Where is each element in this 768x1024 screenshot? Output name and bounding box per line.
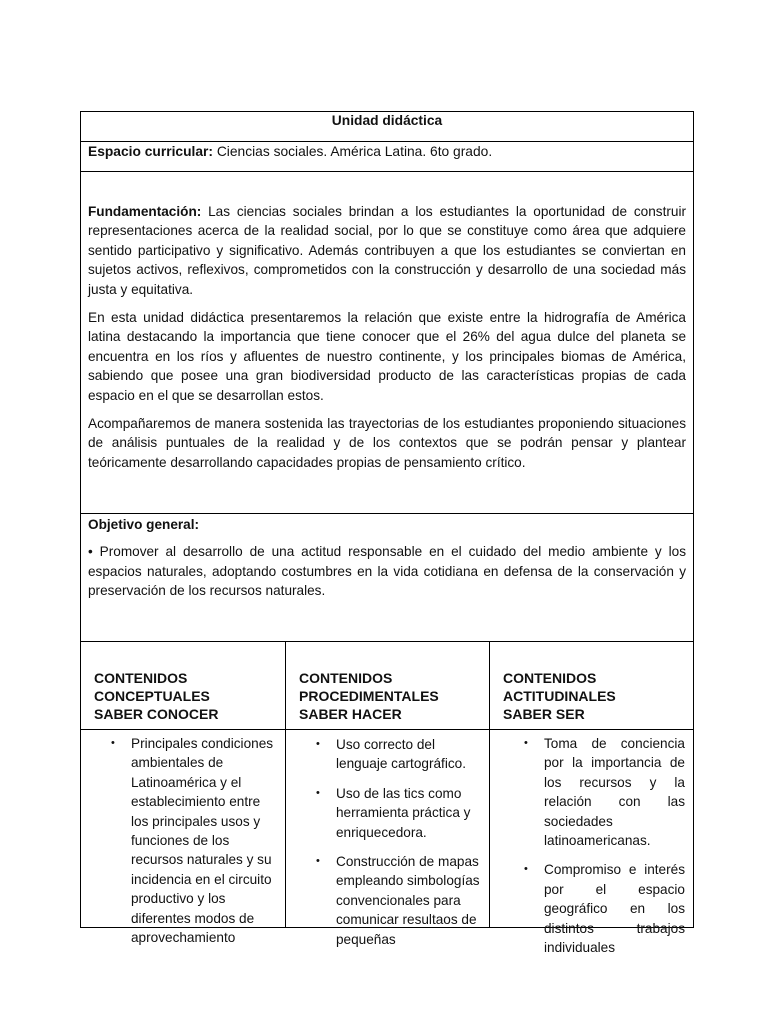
column-header — [81, 642, 285, 730]
header-line-2: PROCEDIMENTALES — [299, 688, 439, 704]
list-item — [111, 734, 277, 947]
curricular-value: Ciencias sociales. América Latina. 6to grado. — [213, 144, 493, 159]
list-item-text: Uso de las tics como herramienta práctica y enriquecedora. — [336, 785, 471, 840]
bullet-icon: • — [316, 786, 320, 799]
objetivo-label: Objetivo general: — [88, 517, 200, 532]
list-item — [524, 734, 685, 850]
fundamentacion-paragraph-3: Acompañaremos de manera sostenida las trayectorias de los estudiantes proponiendo situaciones de análisis puntuales de la realidad y de los contextos que se podrán pensar y plantear teóricamente desarrollando capacidades propias de pensamiento crítico. — [88, 416, 686, 470]
list-item-text: Uso correcto del lenguaje cartográfico. — [336, 737, 466, 772]
document-title: Unidad didáctica — [81, 112, 693, 142]
header-line-3: SABER HACER — [299, 706, 402, 722]
conceptuales-list — [81, 730, 285, 947]
procedimentales-list — [286, 730, 489, 949]
bullet-icon: • — [111, 737, 115, 749]
header-line-1: CONTENIDOS — [503, 670, 597, 686]
curricular-label: Espacio curricular: — [88, 144, 213, 159]
fundamentacion-paragraph-1 — [88, 202, 686, 299]
contenidos-columns — [81, 642, 693, 956]
header-line-3: SABER CONOCER — [94, 706, 219, 722]
column-conceptuales — [81, 642, 285, 946]
actitudinales-list — [490, 730, 693, 957]
unidad-didactica-table — [80, 111, 694, 956]
list-item-text: Construcción de mapas empleando simbologías convencionales para comunicar resultaos de pequeñas — [336, 854, 480, 947]
curricular-row — [81, 142, 693, 172]
bullet-icon: • — [316, 855, 320, 868]
objetivo-heading — [88, 515, 686, 534]
column-header — [490, 642, 693, 730]
bullet-icon: • — [524, 863, 528, 876]
list-item-text: Compromiso e interés por el espacio geográfico en los distintos trabajos individuales — [544, 862, 685, 956]
header-line-3: SABER SER — [503, 706, 585, 722]
list-item-text: Toma de conciencia por la importancia de los recursos y la relación con las sociedades latinoamericanas. — [544, 736, 685, 849]
header-line-1: CONTENIDOS — [94, 670, 188, 686]
objetivo-text: • Promover al desarrollo de una actitud responsable en el cuidado del medio ambiente y los espacios naturales, adoptando costumbres en la vida cotidiana en defensa de la conservación y preservación de los recursos naturales. — [88, 544, 686, 599]
objetivo-section — [81, 514, 693, 642]
header-line-2: ACTITUDINALES — [503, 688, 616, 704]
fundamentacion-label: Fundamentación: — [88, 204, 202, 219]
column-procedimentales — [285, 642, 489, 947]
fundamentacion-text-1: Las ciencias sociales brindan a los estudiantes la oportunidad de construir representaciones acerca de la realidad social, por lo que se constituye como área que adquiere sentido participativo y significativo. Además contribuyen a que los estudiantes se conviertan en sujetos activos, reflexivos, comprometidos con la construcción y desarrollo de una sociedad más justa y equitativa. — [88, 204, 686, 297]
bullet-icon: • — [316, 738, 320, 750]
list-item — [316, 784, 483, 842]
list-item-text: Principales condiciones ambientales de Latinoamérica y el establecimiento entre los principales usos y funciones de los recursos naturales y su incidencia en el circuito productivo y los diferentes modos de aprovechamiento — [131, 736, 274, 946]
list-item — [316, 852, 483, 949]
list-item — [316, 735, 483, 774]
column-actitudinales — [489, 642, 693, 956]
header-line-1: CONTENIDOS — [299, 670, 393, 686]
bullet-icon: • — [524, 737, 528, 749]
fundamentacion-paragraph-2: En esta unidad didáctica presentaremos la relación que existe entre la hidrografía de América latina destacando la importancia que tiene conocer que el 26% del agua dulce del planeta se encuentra en los ríos y afluentes de nuestro continente, y los principales biomas de América, sabiendo que posee una gran biodiversidad producto de las características propias de cada espacio en el que se desarrollan estos. — [88, 310, 686, 403]
header-line-2: CONCEPTUALES — [94, 688, 210, 704]
column-header — [286, 642, 489, 730]
list-item — [524, 860, 685, 957]
fundamentacion-section — [81, 172, 693, 514]
